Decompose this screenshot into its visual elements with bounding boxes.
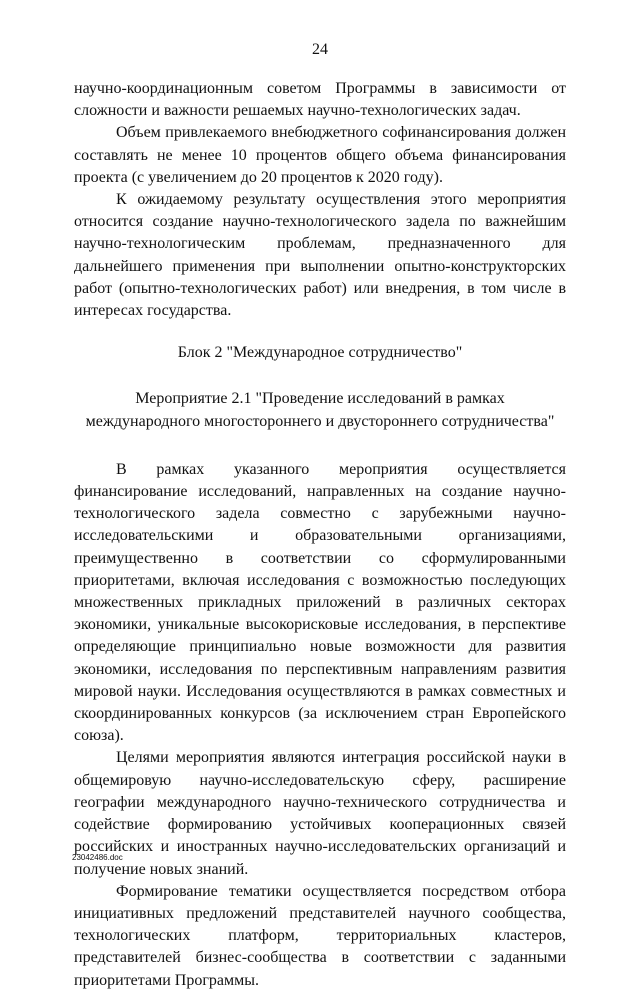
paragraph: В рамках указанного мероприятия осуществляется финансирование исследований, направленных на создание научно-технологического задела совместно с зарубежными научно-исследовательскими и образовательными организациями, преимущественно в соответствии со сформулированными приоритетами, включая исследования с возможностью последующих множественных прикладных приложений в различных секторах экономики, уникальные высокорисковые исследования, в перспективе определяющие принципиально новые возможности для развития экономики, исследования по перспективным направлениям развития мировой науки. Исследования осуществляются в рамках совместных и скоординированных конкурсов (за исключением стран Европейского союза). <box>74 460 566 745</box>
file-name-footer: 23042486.doc <box>72 853 123 862</box>
block-heading: Блок 2 "Международное сотрудничество" <box>177 344 463 362</box>
measure-heading-line: международного многостороннего и двустороннего сотрудничества" <box>85 412 555 430</box>
paragraph: К ожидаемому результату осуществления этого мероприятия относится создание научно-технологического задела по важнейшим научно-технологическим проблемам, предназначенного для дальнейшего применения при выполнении опытно-конструкторских работ (опытно-технологических работ) или внедрения, в том числе в интересах государства. <box>74 191 566 320</box>
page-number: 24 <box>312 41 328 58</box>
measure-heading <box>74 388 566 432</box>
paragraph: Целями мероприятия являются интеграция российской науки в общемировую научно-исследовательскую сферу, расширение географии международного научно-технического сотрудничества и содействие формированию устойчивых кооперационных связей российских и иностранных научно-исследовательских организаций и получение новых знаний. <box>74 749 566 878</box>
paragraph: Объем привлекаемого внебюджетного софинансирования должен составлять не менее 10 процентов общего объема финансирования проекта (с увеличением до 20 процентов к 2020 году). <box>74 124 566 186</box>
measure-heading-line: Мероприятие 2.1 "Проведение исследований в рамках <box>135 390 505 408</box>
document-body <box>74 78 566 992</box>
paragraph: научно-координационным советом Программы в зависимости от сложности и важности решаемых научно-технологических задач. <box>74 80 566 120</box>
paragraph: Формирование тематики осуществляется посредством отбора инициативных предложений представителей научного сообщества, технологических платформ, территориальных кластеров, представителей бизнес-сообщества в соответствии с заданными приоритетами Программы. <box>74 882 566 989</box>
